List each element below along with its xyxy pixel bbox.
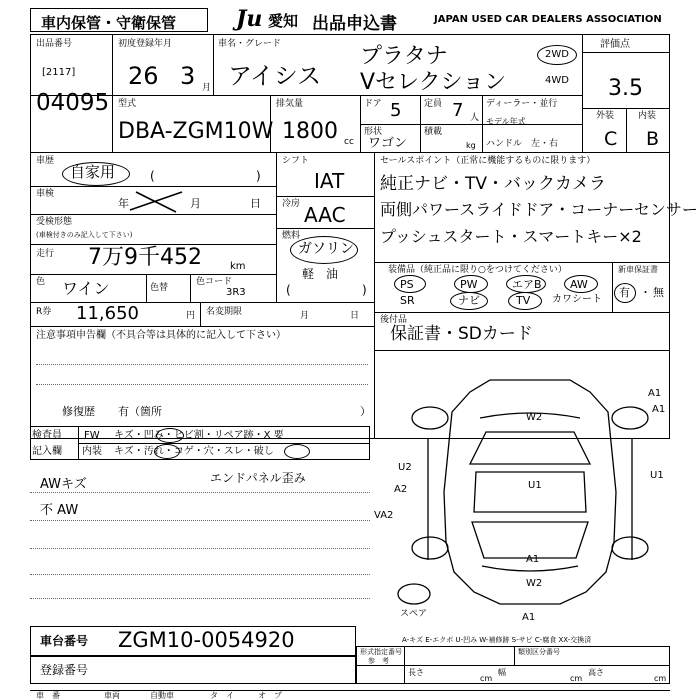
displacement-label: 排気量: [276, 99, 304, 109]
footer-5: オ プ: [258, 691, 282, 700]
r-ticket-label: R券: [36, 307, 52, 317]
chassis-label: 車台番号: [40, 634, 89, 648]
transfer-month-unit: 月: [300, 311, 310, 321]
r-ticket: 11,650: [76, 303, 139, 324]
inspector-label-1: 検査員: [32, 430, 62, 441]
mark-8: U1: [650, 470, 664, 481]
wheel-front-right: [612, 407, 648, 429]
displacement: 1800: [282, 119, 338, 144]
cc-unit: cc: [344, 137, 354, 147]
inspection-label: 車検: [36, 189, 55, 199]
grade-line1: プラタナ: [360, 44, 448, 69]
equip-pw: PW: [460, 278, 478, 291]
inspection-month-unit: 月: [190, 197, 201, 210]
handle-label: ハンドル 左・右: [486, 139, 559, 149]
width-label: 幅: [498, 668, 506, 677]
circle-pw: [454, 275, 488, 293]
repair-value: 有（箇所: [118, 405, 162, 418]
reg-month: 3: [180, 62, 196, 90]
listing-number: 04095: [36, 90, 110, 116]
bottom-row1: 形式指定番号: [360, 648, 402, 656]
exterior-label: 外装: [596, 111, 615, 121]
shape: ワゴン: [368, 136, 408, 151]
transfer-day-unit: 日: [350, 311, 360, 321]
reg-year: 26: [128, 62, 159, 90]
windshield: [470, 432, 590, 464]
weight-label: 積載: [424, 127, 443, 137]
cm-1: cm: [480, 674, 493, 683]
car-damage-diagram: [374, 372, 680, 623]
inspector-ext-items: キズ・凹み・ヒビ割・リペア跡・X 要: [114, 430, 284, 441]
mark-1: A1: [648, 388, 662, 399]
car-history-label: 車歴: [36, 156, 55, 166]
car-name: アイシス: [228, 62, 322, 90]
footer-1: 車 番: [36, 691, 60, 700]
cm-2: cm: [570, 674, 583, 683]
length-label: 長さ: [408, 668, 424, 677]
dealer-label: ディーラー・並行: [486, 99, 558, 109]
chassis-number: ZGM10-0054920: [118, 628, 295, 652]
mark-5: A2: [394, 484, 408, 495]
bottom-ref: 参 考: [368, 657, 389, 665]
repair-label: 修復歴: [62, 405, 95, 418]
month-unit: 月: [202, 83, 212, 93]
mileage: 7万9千452: [88, 245, 202, 270]
cooler: AAC: [304, 203, 346, 227]
bottom-row1b: 類別区分番号: [518, 648, 560, 656]
car-history: 自家用: [70, 163, 116, 181]
color: ワイン: [62, 279, 110, 298]
height-label: 高さ: [588, 668, 604, 677]
inspection-strike: [126, 188, 186, 214]
spare-label: スペア: [400, 609, 428, 619]
repair-close: ）: [360, 405, 371, 418]
name-grade-label: 車名・グレード: [218, 39, 282, 49]
model-label: 型式: [118, 99, 137, 109]
listing-number-small: [2117]: [42, 67, 76, 78]
listing-number-label: 出品番号: [36, 39, 73, 49]
cm-3: cm: [654, 674, 667, 683]
circle-dent: [156, 428, 184, 443]
score-label: 評価点: [600, 39, 630, 50]
mark-4: U2: [398, 462, 412, 473]
fuel-paren-close: ): [362, 283, 367, 297]
kg-unit: kg: [466, 141, 476, 150]
inspector-fw: FW: [84, 430, 100, 441]
warranty-label: 新車保証書: [618, 265, 658, 274]
cooler-label: 冷房: [282, 199, 301, 209]
inspector-note-1: AWキズ: [40, 477, 87, 492]
circle-scuff: [284, 444, 310, 459]
first-reg-label: 初度登録年月: [118, 39, 173, 49]
mark-2: A1: [652, 404, 666, 415]
sales-point-1: 純正ナビ・TV・バックカメラ: [380, 174, 607, 194]
footer-2: 車両: [104, 691, 120, 700]
interior-grade: B: [646, 128, 660, 150]
shape-label: 形状: [364, 127, 383, 137]
inspector-nai: 内装: [82, 446, 102, 457]
ju-logo: [236, 6, 262, 32]
yen-unit: 円: [186, 311, 196, 321]
drive-4wd: 4WD: [545, 75, 569, 86]
fuel-alt: 軽 油: [302, 267, 339, 281]
spare-wheel: [398, 584, 430, 604]
footer-4: タ イ: [210, 691, 234, 700]
equip-aw: AW: [570, 278, 588, 291]
grade-line2: Vセレクション: [360, 70, 507, 95]
wheel-front-left: [412, 407, 448, 429]
inspector-note-2: エンドパネル歪み: [210, 471, 306, 485]
mileage-label: 走行: [36, 249, 55, 259]
inspector-note-3: 不 AW: [40, 503, 79, 518]
warranty-no: 無: [653, 286, 664, 299]
mark-6: U1: [528, 480, 542, 491]
registration-label: 登録番号: [40, 663, 89, 677]
shift-label: シフト: [282, 156, 310, 166]
shift: IAT: [314, 169, 345, 193]
interior-label: 内装: [638, 111, 657, 121]
mark-10: W2: [526, 578, 543, 589]
equip-tv: TV: [516, 294, 531, 307]
transfer-label: 名変期限: [206, 307, 243, 317]
roof: [474, 472, 586, 512]
sales-point-2: 両側パワースライドドア・コーナーセンサー: [380, 200, 698, 219]
doors: 5: [390, 100, 402, 121]
equip-airbag: エアB: [512, 278, 542, 291]
wheel-rear-left: [412, 537, 448, 559]
fuel-paren-open: (: [286, 283, 291, 297]
circle-tv: [508, 292, 542, 310]
form-label: 受検形態: [36, 217, 73, 227]
form-title: 出品申込書: [312, 14, 397, 34]
paren-close: ): [256, 169, 261, 183]
sales-points-label: セールスポイント（正常に機能するものに限ります）: [380, 156, 596, 166]
notes-label: 注意事項申告欄（不具合等は具体的に記入して下さい）: [36, 330, 286, 341]
sales-point-3: プッシュスタート・スマートキー×2: [380, 227, 642, 246]
equip-ps: PS: [400, 278, 414, 291]
warranty-yes: 有: [619, 286, 630, 299]
inspection-year-unit: 年: [118, 197, 129, 210]
capacity: 7: [452, 100, 464, 121]
mark-9: A1: [526, 554, 540, 565]
circle-stain: [154, 444, 180, 459]
circle-aw: [564, 275, 598, 293]
circle-ps: [394, 275, 426, 293]
equip-sr: SR: [400, 294, 415, 307]
logo-region: 愛知: [268, 12, 299, 30]
circle-navi: [450, 292, 488, 310]
equipment-row-2: [386, 295, 610, 309]
mark-3: W2: [526, 412, 543, 423]
circle-airbag: [506, 275, 546, 293]
damage-legend: A-キズ E-エクボ U-凹み W-補修跡 S-サビ C-腐食 XX-交換済: [402, 636, 592, 644]
color-swap-label: 色替: [150, 283, 169, 293]
mark-7: VA2: [374, 510, 394, 521]
color-code-label: 色コード: [196, 277, 233, 287]
equip-seat: カワシート: [552, 294, 602, 305]
accessories-label: 後付品: [380, 315, 408, 325]
storage-notice: 車内保管・守衛保管: [41, 14, 177, 32]
storage-notice-box: [30, 8, 208, 32]
rear-window: [472, 522, 588, 558]
fuel: ガソリン: [298, 241, 354, 257]
equip-navi: ナビ: [458, 294, 480, 307]
mark-11: A1: [522, 612, 536, 623]
color-label: 色: [36, 277, 46, 287]
exterior-grade: C: [604, 128, 618, 150]
model-year-label: モデル年式: [486, 117, 526, 126]
paren-open: (: [150, 169, 155, 183]
accessories-value: 保証書・SDカード: [390, 324, 533, 344]
inspection-day-unit: 日: [250, 197, 261, 210]
wheel-rear-right: [612, 537, 648, 559]
km-unit: km: [230, 261, 246, 272]
score-value: 3.5: [608, 76, 643, 101]
capacity-label: 定員: [424, 99, 443, 109]
model-code: DBA-ZGM10W: [118, 119, 274, 144]
footer-3: 自動車: [150, 691, 174, 700]
drive-2wd: 2WD: [545, 49, 569, 60]
inspector-label-2: 記入欄: [32, 446, 62, 457]
fuel-label: 燃料: [282, 231, 301, 241]
form-note: (車検付きのみ記入して下さい): [36, 231, 133, 239]
doors-label: ドア: [364, 99, 382, 109]
ju-logo-mark: Ju: [236, 6, 263, 32]
inspector-int-items: キズ・汚れ・コゲ・穴・スレ・破し: [114, 446, 274, 457]
association-name: JAPAN USED CAR DEALERS ASSOCIATION: [434, 14, 662, 25]
equipment-label: 装備品（純正品に限り○をつけてください）: [388, 265, 567, 275]
warranty-dot: ・: [640, 286, 651, 299]
tailgate: [482, 566, 578, 571]
person-unit: 人: [470, 113, 480, 123]
color-code: 3R3: [226, 287, 246, 298]
